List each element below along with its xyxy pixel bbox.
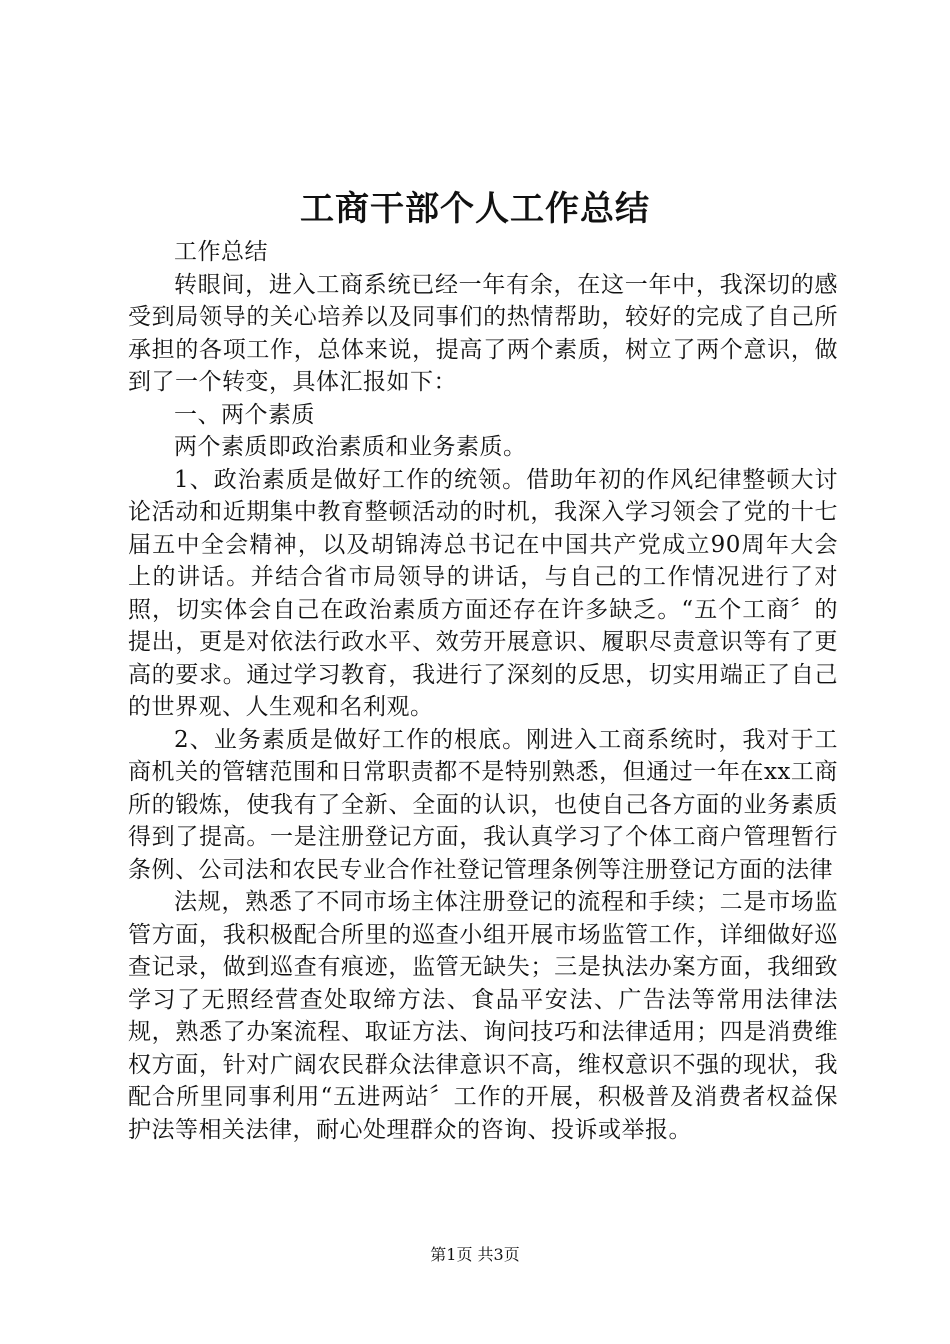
paragraph-business: 2、业务素质是做好工作的根底。刚进入工商系统时，我对于工商机关的管辖范围和日常职责都不是特别熟悉，但通过一年在xx工商所的锻炼，使我有了全新、全面的认识，也使自己各方面的业务素质得到了提高。一是注册登记方面，我认真学习了个体工商户管理暂行条例、公司法和农民专业合作社登记管理条例等注册登记方面的法律	[128, 726, 838, 883]
document-body	[128, 236, 838, 1146]
paragraph-political: 1、政治素质是做好工作的统领。借助年初的作风纪律整顿大讨论活动和近期集中教育整顿活动的时机，我深入学习领会了党的十七届五中全会精神，以及胡锦涛总书记在中国共产党成立90周年大会上的讲话。并结合省市局领导的讲话，与自己的工作情况进行了对照，切实体会自己在政治素质方面还存在许多缺乏。“五个工商〞的提出，更是对依法行政水平、效劳开展意识、履职尽责意识等有了更高的要求。通过学习教育，我进行了深刻的反思，切实用端正了自己的世界观、人生观和名利观。	[128, 466, 838, 720]
section-heading: 一、两个素质	[174, 401, 315, 428]
page-title: 工商干部个人工作总结	[300, 189, 650, 229]
page-footer: 第1页 共3页	[430, 1245, 520, 1264]
paragraph-intro: 转眼间，进入工商系统已经一年有余，在这一年中，我深切的感受到局领导的关心培养以及同事们的热情帮助，较好的完成了自己所承担的各项工作，总体来说，提高了两个素质，树立了两个意识，做到了一个转变，具体汇报如下：	[128, 271, 838, 395]
paragraph-regulations: 法规，熟悉了不同市场主体注册登记的流程和手续；二是市场监管方面，我积极配合所里的巡查小组开展市场监管工作，详细做好巡查记录，做到巡查有痕迹，监管无缺失；三是执法办案方面，我细致学习了无照经营查处取缔方法、食品平安法、广告法等常用法律法规，熟悉了办案流程、取证方法、询问技巧和法律适用；四是消费维权方面，针对广阔农民群众法律意识不高，维权意识不强的现状，我配合所里同事利用“五进两站〞工作的开展，积极普及消费者权益保护法等相关法律，耐心处理群众的咨询、投诉或举报。	[128, 889, 838, 1143]
paragraph-summary: 两个素质即政治素质和业务素质。	[174, 434, 527, 460]
paragraph-heading: 工作总结	[174, 239, 268, 265]
